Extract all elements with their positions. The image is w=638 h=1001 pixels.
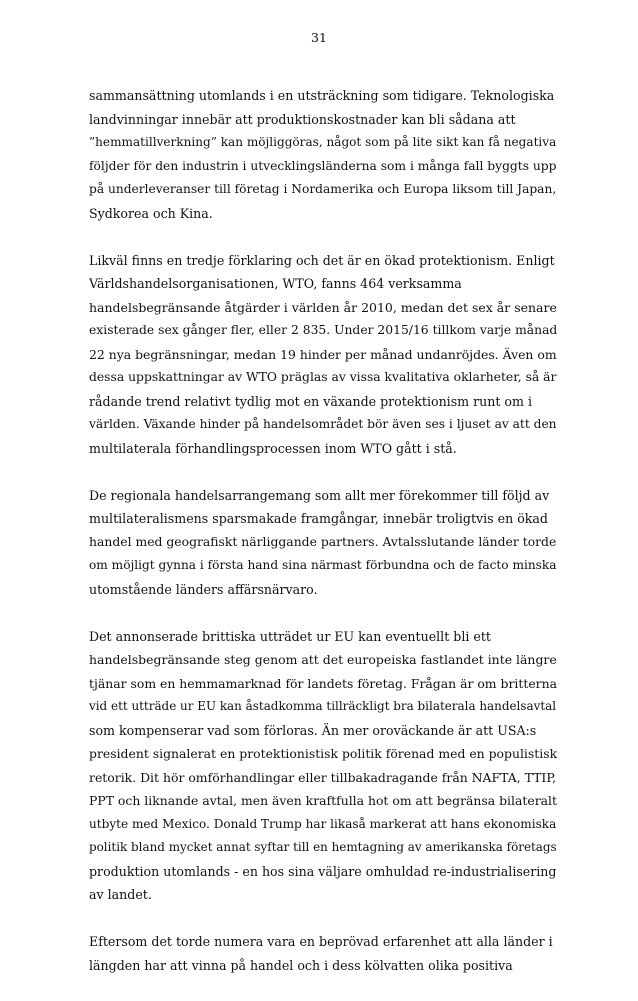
text-line: politik bland mycket annat syftar till en hemtagning av amerikanska företags [89, 840, 557, 854]
paragraph-trade-benefits [89, 930, 559, 977]
text-line: PPT och liknande avtal, men även kraftfulla hot om att begränsa bilateralt [89, 793, 557, 808]
text-line: utomstående länders affärsnärvaro. [89, 581, 318, 597]
text-line: världen. Växande hinder på handelsområdet bör även ses i ljuset av att den [89, 417, 557, 431]
text-line: De regionala handelsarrangemang som allt mer förekommer till följd av [89, 487, 550, 503]
text-line: på underleveranser till företag i Nordamerika och Europa liksom till Japan, [89, 182, 557, 196]
text-line: längden har att vinna på handel och i dess kölvatten olika positiva [89, 957, 513, 973]
text-line: landvinningar innebär att produktionskostnader kan bli sådana att [89, 111, 516, 127]
text-line: Världshandelsorganisationen, WTO, fanns 464 verksamma [89, 276, 462, 291]
text-line: rådande trend relativt tydlig mot en växande protektionism runt om i [89, 393, 532, 409]
text-line: produktion utomlands - en hos sina väljare omhuldad re-industrialisering [89, 863, 557, 879]
text-line: utbyte med Mexico. Donald Trump har likaså markerat att hans ekonomiska [89, 816, 557, 831]
text-line: ”hemmatillverkning” kan möjliggöras, något som på lite sikt kan få negativa [89, 135, 557, 149]
body-text [89, 84, 559, 1001]
text-line: sammansättning utomlands i en utsträckning som tidigare. Teknologiska [89, 88, 555, 103]
text-line: som kompenserar vad som förloras. Än mer oroväckande är att USA:s [89, 722, 537, 738]
text-line: dessa uppskattningar av WTO präglas av vissa kvalitativa oklarheter, så är [89, 370, 557, 384]
text-line: multilaterala förhandlingsprocessen inom WTO gått i stå. [89, 440, 457, 456]
text-line: retorik. Dit hör omförhandlingar eller tillbakadragande från NAFTA, TTIP, [89, 769, 557, 785]
text-line: vid ett utträde ur EU kan åstadkomma tillräckligt bra bilaterala handelsavtal [89, 699, 557, 713]
text-line: Sydkorea och Kina. [89, 205, 213, 221]
text-line: om möjligt gynna i första hand sina närmast förbundna och de facto minska [89, 558, 557, 572]
text-line: multilateralismens sparsmakade framgångar, innebär troligtvis en ökad [89, 511, 548, 526]
text-line: handelsbegränsande steg genom att det europeiska fastlandet inte längre [89, 652, 557, 667]
paragraph-brexit-usa [89, 625, 559, 907]
text-line: Likväl finns en tredje förklaring och det är en ökad protektionism. Enligt [89, 252, 555, 268]
text-line: handelsbegränsande åtgärder i världen år 2010, medan det sex år senare [89, 299, 557, 315]
text-line: handel med geografiskt närliggande partners. Avtalsslutande länder torde [89, 534, 557, 549]
text-line: existerade sex gånger fler, eller 2 835. Under 2015/16 tillkom varje månad [89, 323, 558, 337]
text-line: följder för den industrin i utvecklingsländerna som i många fall byggts upp [89, 158, 557, 173]
page-number: 31 [311, 30, 327, 45]
text-line: Eftersom det torde numera vara en beprövad erfarenhet att alla länder i [89, 934, 553, 949]
text-line: Det annonserade brittiska utträdet ur EU kan eventuellt bli ett [89, 628, 491, 644]
text-line: president signalerat en protektionistisk politik förenad med en populistisk [89, 746, 558, 761]
paragraph-regional-trade [89, 484, 559, 602]
text-line: 22 nya begränsningar, medan 19 hinder per månad undanröjdes. Även om [89, 346, 557, 362]
paragraph-technology [89, 84, 559, 225]
text-line: tjänar som en hemmamarknad för landets företag. Frågan är om britterna [89, 675, 557, 691]
text-line: av landet. [89, 887, 152, 902]
paragraph-protectionism [89, 249, 559, 461]
